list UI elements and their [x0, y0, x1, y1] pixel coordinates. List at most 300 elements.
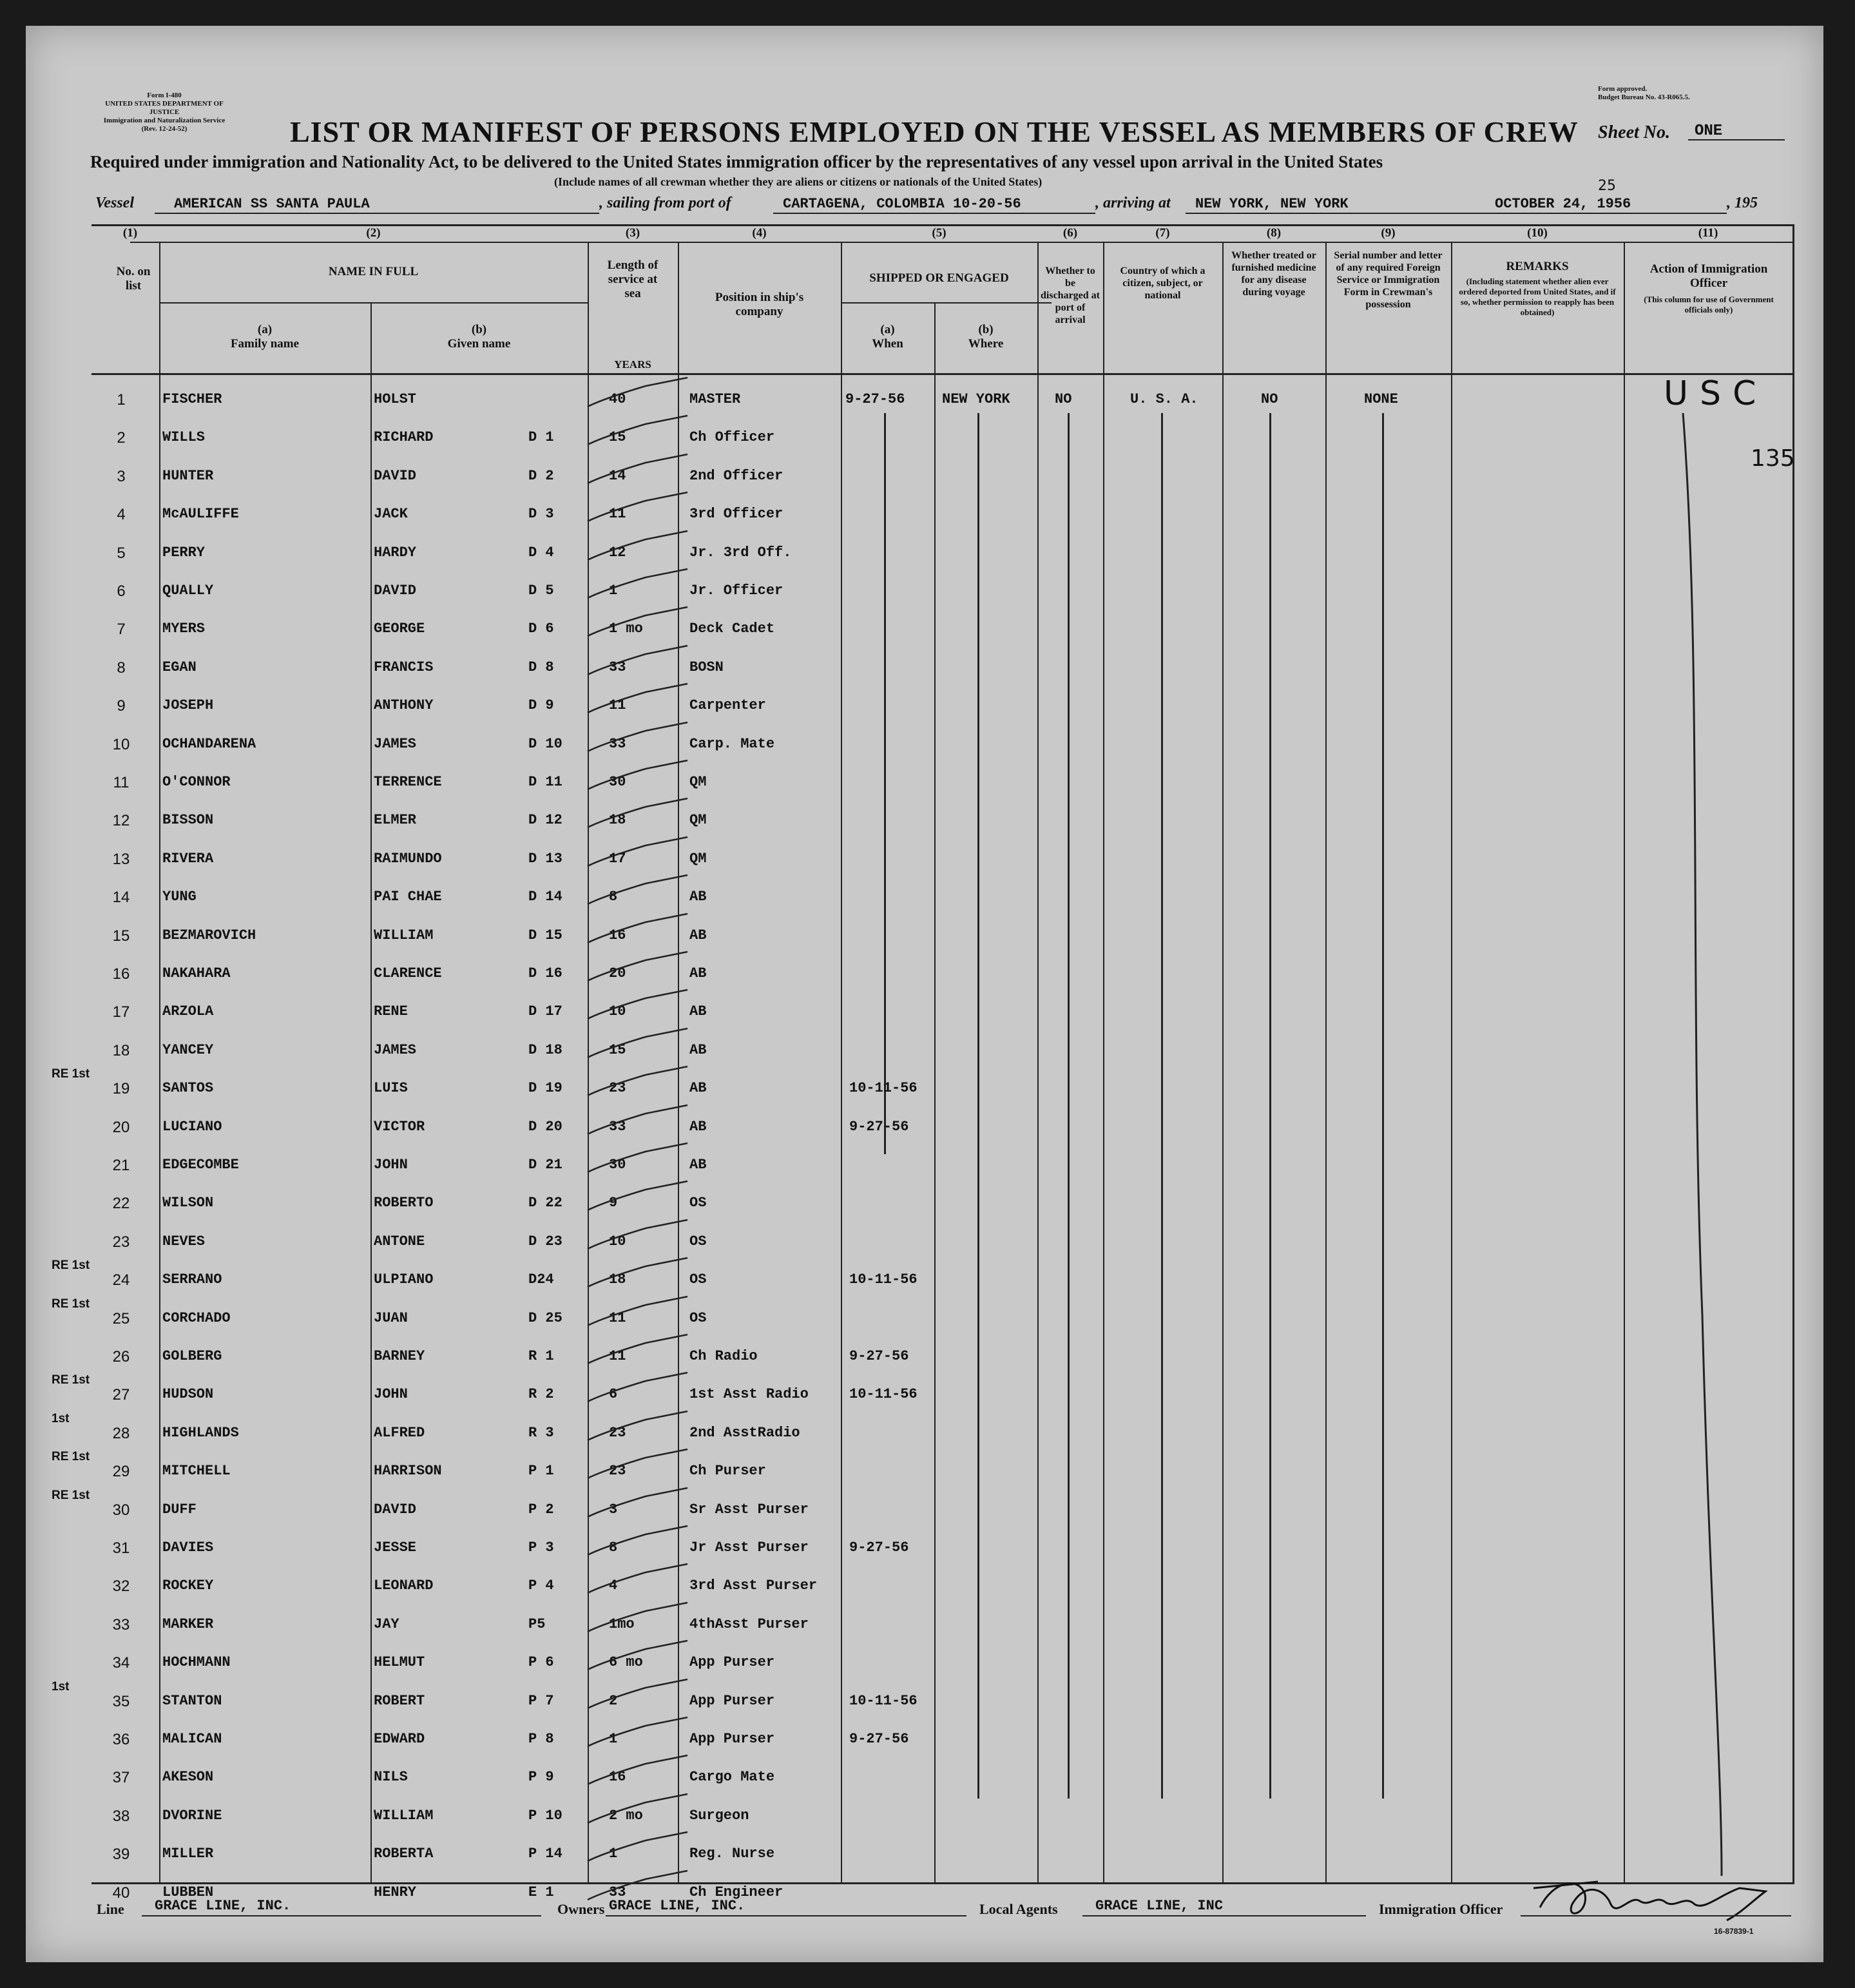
- family-name: STANTON: [162, 1693, 222, 1709]
- check-tick-mark: [581, 987, 697, 1025]
- row-number: 12: [112, 812, 130, 829]
- given-name: JACK: [374, 506, 408, 522]
- first-row-country: U. S. A.: [1130, 391, 1198, 407]
- length-of-service: 23: [609, 1080, 626, 1096]
- given-name: JAMES: [374, 1042, 417, 1058]
- ship-position: MASTER: [689, 391, 741, 407]
- check-tick-mark: [581, 911, 697, 949]
- table-row: [26, 501, 1823, 539]
- crew-code: D 14: [528, 889, 562, 905]
- row-number: 30: [112, 1501, 130, 1519]
- shipped-when: 10-11-56: [849, 1271, 918, 1288]
- row-number: 29: [112, 1463, 130, 1480]
- colnum-7: (7): [1155, 226, 1170, 240]
- row-note: 1st: [52, 1412, 70, 1425]
- crew-code: P 7: [528, 1693, 554, 1709]
- length-of-service: 33: [609, 1884, 626, 1900]
- crew-code: D 23: [528, 1233, 562, 1250]
- row-number: 8: [117, 659, 126, 677]
- check-tick-mark: [581, 1714, 697, 1753]
- crew-code: D24: [528, 1271, 554, 1288]
- table-row: [26, 463, 1823, 501]
- ship-position: Ch Purser: [689, 1463, 766, 1479]
- row-note: 1st: [52, 1680, 70, 1694]
- given-name: NILS: [374, 1769, 408, 1785]
- given-name: HARRISON: [374, 1463, 442, 1479]
- row-number: 40: [112, 1884, 130, 1902]
- crew-code: E 1: [528, 1884, 554, 1900]
- row-number: 26: [112, 1348, 130, 1366]
- header-line-bottom: [91, 373, 1793, 375]
- given-name: ROBERT: [374, 1693, 425, 1709]
- row-number: 7: [117, 621, 126, 638]
- length-of-service: 16: [609, 927, 626, 943]
- row-number: 33: [112, 1616, 130, 1634]
- ship-position: AB: [689, 1003, 707, 1019]
- header-position: Position in ship's company: [715, 291, 804, 318]
- shipped-when: 10-11-56: [849, 1693, 918, 1709]
- check-tick-mark: [581, 1829, 697, 1867]
- ship-position: Sr Asst Purser: [689, 1501, 809, 1518]
- crew-table: [52, 224, 1795, 1902]
- crew-code: D 6: [528, 621, 554, 637]
- length-of-service: 3: [609, 1501, 618, 1518]
- length-of-service: 12: [609, 545, 626, 561]
- check-tick-mark: [581, 1063, 697, 1102]
- ship-position: Ch Radio: [689, 1348, 758, 1364]
- length-of-service: 30: [609, 1157, 626, 1173]
- ship-position: AB: [689, 927, 707, 943]
- length-of-service: 11: [609, 1310, 626, 1326]
- colnum-5: (5): [932, 226, 947, 240]
- row-number: 32: [112, 1578, 130, 1595]
- check-tick-mark: [581, 642, 697, 681]
- arriving-label: , arriving at: [1095, 195, 1171, 211]
- length-of-service: 4: [609, 1578, 618, 1594]
- first-row-medicine: NO: [1261, 391, 1278, 407]
- vessel-label: Vessel: [95, 195, 134, 211]
- check-tick-mark: [581, 1140, 697, 1179]
- table-row: [26, 1680, 1823, 1726]
- length-of-service: 15: [609, 1042, 626, 1058]
- given-name: LEONARD: [374, 1578, 434, 1594]
- shipped-when: 9-27-56: [849, 1119, 909, 1135]
- given-name: DAVID: [374, 583, 417, 599]
- length-of-service: 40: [609, 391, 626, 407]
- footer-agents-label: Local Agents: [979, 1901, 1058, 1917]
- given-name: RICHARD: [374, 429, 434, 445]
- given-name: BARNEY: [374, 1348, 425, 1364]
- table-row: [26, 807, 1823, 845]
- ship-position: QM: [689, 812, 707, 828]
- row-note: RE 1st: [52, 1450, 90, 1463]
- header-where-b: (b): [978, 323, 994, 336]
- colnum-9: (9): [1381, 226, 1396, 240]
- header-family-a: (a): [257, 323, 273, 336]
- check-tick-mark: [581, 1485, 697, 1523]
- row-number: 23: [112, 1233, 130, 1251]
- family-name: ROCKEY: [162, 1578, 214, 1594]
- header-line-top: [130, 242, 1793, 243]
- sailing-underline: [773, 213, 1095, 214]
- family-name: SANTOS: [162, 1080, 214, 1096]
- colnum-10: (10): [1527, 226, 1548, 240]
- header-country: Country of which a citizen, subject, or national: [1120, 265, 1206, 301]
- check-tick-mark: [581, 1446, 697, 1485]
- table-row: [26, 922, 1823, 960]
- table-row: [26, 731, 1823, 769]
- ship-position: 3rd Officer: [689, 506, 783, 522]
- check-tick-mark: [581, 604, 697, 642]
- row-number: 22: [112, 1195, 130, 1212]
- ship-position: OS: [689, 1233, 707, 1250]
- table-row: [26, 998, 1823, 1036]
- header-serial: Serial number and letter of any required Foreign Service or Immigration Form in Crewman's possession: [1334, 250, 1443, 310]
- footer-owners-label: Owners: [557, 1901, 605, 1917]
- length-of-service: 1: [609, 1846, 618, 1862]
- check-tick-mark: [581, 489, 697, 528]
- given-name: RAIMUNDO: [374, 851, 442, 867]
- crew-code: D 8: [528, 659, 554, 675]
- table-row: [26, 1343, 1823, 1381]
- crew-code: D 25: [528, 1310, 562, 1326]
- check-tick-mark: [581, 1791, 697, 1829]
- crew-code: P 3: [528, 1539, 554, 1556]
- row-number: 38: [112, 1808, 130, 1825]
- family-name: YANCEY: [162, 1042, 214, 1058]
- length-of-service: 33: [609, 659, 626, 675]
- row-note: RE 1st: [52, 1373, 90, 1387]
- ship-position: App Purser: [689, 1693, 775, 1709]
- colnum-2: (2): [366, 226, 381, 240]
- length-of-service: 33: [609, 736, 626, 752]
- length-of-service: 1mo: [609, 1616, 635, 1632]
- row-number: 21: [112, 1157, 130, 1174]
- vessel-underline: [155, 213, 599, 214]
- ship-position: 4thAsst Purser: [689, 1616, 809, 1632]
- table-row: [26, 1572, 1823, 1610]
- crew-code: D 13: [528, 851, 562, 867]
- ship-position: 1st Asst Radio: [689, 1386, 809, 1402]
- family-name: FISCHER: [162, 391, 222, 407]
- table-row: [26, 615, 1823, 653]
- crew-code: D 10: [528, 736, 562, 752]
- row-number: 34: [112, 1654, 130, 1672]
- include-note: (Include names of all crewman whether they are aliens or citizens or nationals of the United States): [554, 175, 1043, 188]
- first-row-serial: NONE: [1364, 391, 1398, 407]
- header-family-name: Family name: [230, 337, 300, 351]
- check-tick-mark: [581, 795, 697, 834]
- row-note: RE 1st: [52, 1067, 90, 1081]
- header-name-in-full: NAME IN FULL: [328, 265, 419, 278]
- length-of-service: 11: [609, 506, 626, 522]
- row-number: 20: [112, 1119, 130, 1136]
- check-tick-mark: [581, 949, 697, 987]
- family-name: NEVES: [162, 1233, 206, 1250]
- given-name: GEORGE: [374, 621, 425, 637]
- length-of-service: 16: [609, 1769, 626, 1785]
- family-name: MILLER: [162, 1846, 214, 1862]
- given-name: HOLST: [374, 391, 417, 407]
- header-no-on-list: No. on list: [116, 265, 151, 293]
- shipped-when: 9-27-56: [849, 1731, 909, 1747]
- check-tick-mark: [581, 1255, 697, 1293]
- table-row: [26, 577, 1823, 615]
- row-number: 27: [112, 1386, 130, 1404]
- row-note: RE 1st: [52, 1489, 90, 1502]
- table-row: [26, 769, 1823, 807]
- ship-position: App Purser: [689, 1731, 775, 1747]
- row-number: 36: [112, 1731, 130, 1748]
- family-name: RIVERA: [162, 851, 214, 867]
- check-tick-mark: [581, 719, 697, 758]
- ship-position: Ch Officer: [689, 429, 775, 445]
- header-remarks-note: (Including statement whether alien ever ordered deported from United States, and if so, whether permission to reapply has been obtained): [1459, 276, 1616, 317]
- row-number: 16: [112, 965, 130, 983]
- row-number: 5: [117, 545, 126, 562]
- row-note: RE 1st: [52, 1297, 90, 1311]
- header-action: Action of Immigration Officer: [1649, 262, 1768, 290]
- crew-code: D 20: [528, 1119, 562, 1135]
- row-number: 18: [112, 1042, 130, 1059]
- crew-code: D 16: [528, 965, 562, 981]
- department: UNITED STATES DEPARTMENT OF JUSTICE: [105, 100, 224, 116]
- length-of-service: 6 mo: [609, 1654, 643, 1670]
- row-number: 39: [112, 1846, 130, 1863]
- ship-position: AB: [689, 965, 707, 981]
- length-of-service: 2: [609, 1693, 618, 1709]
- family-name: CORCHADO: [162, 1310, 231, 1326]
- row-number: 25: [112, 1310, 130, 1327]
- table-row: [26, 1412, 1823, 1458]
- length-of-service: 17: [609, 851, 626, 867]
- family-name: EGAN: [162, 659, 197, 675]
- first-row-where: NEW YORK: [942, 391, 1010, 407]
- sailing-label: , sailing from port of: [599, 195, 731, 211]
- page-title: LIST OR MANIFEST OF PERSONS EMPLOYED ON THE VESSEL AS MEMBERS OF CREW: [290, 115, 1579, 148]
- officer-signature: [1527, 1869, 1785, 1927]
- given-name: JOHN: [374, 1386, 408, 1402]
- family-name: SERRANO: [162, 1271, 222, 1288]
- footer-line-underline: [142, 1915, 541, 1916]
- crew-code: D 5: [528, 583, 554, 599]
- length-of-service: 11: [609, 697, 626, 713]
- form-info: [90, 92, 238, 133]
- crew-code: D 11: [528, 774, 562, 790]
- crew-code: R 3: [528, 1425, 554, 1441]
- footer-owners-value: GRACE LINE, INC.: [609, 1898, 745, 1914]
- subtitle: Required under immigration and Nationality Act, to be delivered to the United States immigration officer by the representatives of any vessel upon arrival in the United States: [90, 152, 1383, 171]
- given-name: EDWARD: [374, 1731, 425, 1747]
- given-name: ANTONE: [374, 1233, 425, 1250]
- crew-code: P 9: [528, 1769, 554, 1785]
- ship-position: OS: [689, 1310, 707, 1326]
- given-name: TERRENCE: [374, 774, 442, 790]
- given-name: HELMUT: [374, 1654, 425, 1670]
- length-of-service: 18: [609, 812, 626, 828]
- ship-position: AB: [689, 1080, 707, 1096]
- row-number: 37: [112, 1769, 130, 1786]
- table-row: [26, 1450, 1823, 1496]
- table-row: [26, 845, 1823, 883]
- footer-agents-underline: [1082, 1915, 1366, 1916]
- family-name: HUDSON: [162, 1386, 214, 1402]
- family-name: DAVIES: [162, 1539, 214, 1556]
- given-name: ULPIANO: [374, 1271, 434, 1288]
- ship-position: 3rd Asst Purser: [689, 1578, 818, 1594]
- family-name: LUBBEN: [162, 1884, 214, 1900]
- budget-bureau: Budget Bureau No. 43-R065.5.: [1598, 93, 1690, 101]
- ship-position: Jr. 3rd Off.: [689, 545, 792, 561]
- header-medicine: Whether treated or furnished medicine for any disease during voyage: [1231, 250, 1316, 298]
- ship-position: Reg. Nurse: [689, 1846, 775, 1862]
- check-tick-mark: [581, 528, 697, 566]
- table-row: [26, 1649, 1823, 1687]
- arriving-value: NEW YORK, NEW YORK: [1195, 196, 1349, 212]
- check-tick-mark: [581, 680, 697, 719]
- crew-code: P 10: [528, 1808, 562, 1824]
- check-tick-mark: [581, 1369, 697, 1408]
- family-name: GOLBERG: [162, 1348, 222, 1364]
- crew-code: D 1: [528, 429, 554, 445]
- arriving-underline: [1186, 213, 1488, 214]
- check-tick-mark: [581, 412, 697, 451]
- given-name: JAY: [374, 1616, 399, 1632]
- check-tick-mark: [581, 872, 697, 911]
- check-tick-mark: [581, 1293, 697, 1332]
- ship-position: Surgeon: [689, 1808, 749, 1824]
- given-name: DAVID: [374, 468, 417, 484]
- name-subheader-line: [160, 302, 588, 304]
- given-name: WILLIAM: [374, 1808, 434, 1824]
- crew-code: D 22: [528, 1195, 562, 1211]
- row-number: 31: [112, 1539, 130, 1557]
- header-remarks: REMARKS: [1506, 260, 1569, 273]
- ship-position: 2nd AsstRadio: [689, 1425, 800, 1441]
- footer-officer-label: Immigration Officer: [1379, 1901, 1503, 1917]
- given-name: RENE: [374, 1003, 408, 1019]
- colnum-3: (3): [625, 226, 640, 240]
- crew-code: P5: [528, 1616, 546, 1632]
- count-annotation: 135: [1751, 445, 1795, 472]
- ship-position: App Purser: [689, 1654, 775, 1670]
- row-note: RE 1st: [52, 1259, 90, 1272]
- date-correction: 25: [1598, 178, 1616, 194]
- family-name: BISSON: [162, 812, 214, 828]
- crew-code: D 19: [528, 1080, 562, 1096]
- family-name: HIGHLANDS: [162, 1425, 239, 1441]
- ship-position: OS: [689, 1271, 707, 1288]
- colnum-1: (1): [122, 226, 138, 240]
- table-row: [26, 1228, 1823, 1266]
- row-number: 19: [112, 1080, 130, 1097]
- ship-position: Carpenter: [689, 697, 766, 713]
- row-number: 1: [117, 391, 126, 409]
- length-of-service: 6: [609, 1386, 618, 1402]
- length-of-service: 10: [609, 1003, 626, 1019]
- check-tick-mark: [581, 757, 697, 796]
- row-number: 14: [112, 889, 130, 906]
- ship-position: Jr Asst Purser: [689, 1539, 809, 1556]
- header-action-note: (This column for use of Government officials only): [1644, 294, 1774, 314]
- check-tick-mark: [581, 1331, 697, 1370]
- family-name: ARZOLA: [162, 1003, 214, 1019]
- crew-code: P 14: [528, 1846, 562, 1862]
- sheet-number: ONE: [1695, 122, 1723, 140]
- row-number: 11: [113, 774, 130, 791]
- footer-owners-underline: [606, 1915, 966, 1916]
- date-underline: [1488, 213, 1727, 214]
- footer-officer-underline: [1521, 1915, 1791, 1916]
- table-row: [26, 1489, 1823, 1534]
- family-name: EDGECOMBE: [162, 1157, 239, 1173]
- length-of-service: 2 mo: [609, 1808, 643, 1824]
- family-name: QUALLY: [162, 583, 214, 599]
- sheet-label: Sheet No.: [1598, 122, 1670, 142]
- family-name: OCHANDARENA: [162, 736, 256, 752]
- sailing-value: CARTAGENA, COLOMBIA 10-20-56: [783, 196, 1021, 212]
- check-tick-mark: [581, 1025, 697, 1064]
- colnum-8: (8): [1266, 226, 1282, 240]
- first-row-discharged: NO: [1055, 391, 1072, 407]
- given-name: HENRY: [374, 1884, 417, 1900]
- table-row: [26, 386, 1823, 424]
- crew-code: D 9: [528, 697, 554, 713]
- given-name: JOHN: [374, 1157, 408, 1173]
- row-number: 15: [112, 927, 130, 945]
- table-row: [26, 1114, 1823, 1152]
- family-name: HUNTER: [162, 468, 214, 484]
- header-years: YEARS: [614, 358, 651, 371]
- row-number: 3: [117, 468, 126, 485]
- row-number: 28: [112, 1425, 130, 1442]
- length-of-service: 8: [609, 889, 618, 905]
- crew-code: R 1: [528, 1348, 554, 1364]
- family-name: JOSEPH: [162, 697, 214, 713]
- table-row: [26, 1297, 1823, 1343]
- family-name: WILSON: [162, 1195, 214, 1211]
- crew-code: P 2: [528, 1501, 554, 1518]
- header-given-b: (b): [471, 323, 487, 336]
- ship-position: 2nd Officer: [689, 468, 783, 484]
- table-row: [26, 1802, 1823, 1840]
- family-name: WILLS: [162, 429, 206, 445]
- header-shipped: SHIPPED OR ENGAGED: [869, 271, 1009, 285]
- colnum-6: (6): [1062, 226, 1078, 240]
- check-tick-mark: [581, 1752, 697, 1791]
- table-row: [26, 1037, 1823, 1075]
- family-name: O'CONNOR: [162, 774, 231, 790]
- length-of-service: 30: [609, 774, 626, 790]
- length-of-service: 1: [609, 583, 618, 599]
- check-tick-mark: [581, 834, 697, 873]
- header-given-name: Given name: [447, 337, 511, 351]
- given-name: ELMER: [374, 812, 417, 828]
- length-of-service: 9: [609, 1195, 618, 1211]
- ship-position: AB: [689, 1042, 707, 1058]
- length-of-service: 18: [609, 1271, 626, 1288]
- check-tick-mark: [581, 1408, 697, 1447]
- manifest-sheet: [26, 26, 1823, 1962]
- footer-line-label: Line: [97, 1901, 124, 1917]
- crew-code: D 17: [528, 1003, 562, 1019]
- length-of-service: 23: [609, 1425, 626, 1441]
- first-row-action: USC: [1664, 374, 1768, 413]
- ship-position: OS: [689, 1195, 707, 1211]
- given-name: ROBERTA: [374, 1846, 434, 1862]
- given-name: LUIS: [374, 1080, 408, 1096]
- length-of-service: 8: [609, 1539, 618, 1556]
